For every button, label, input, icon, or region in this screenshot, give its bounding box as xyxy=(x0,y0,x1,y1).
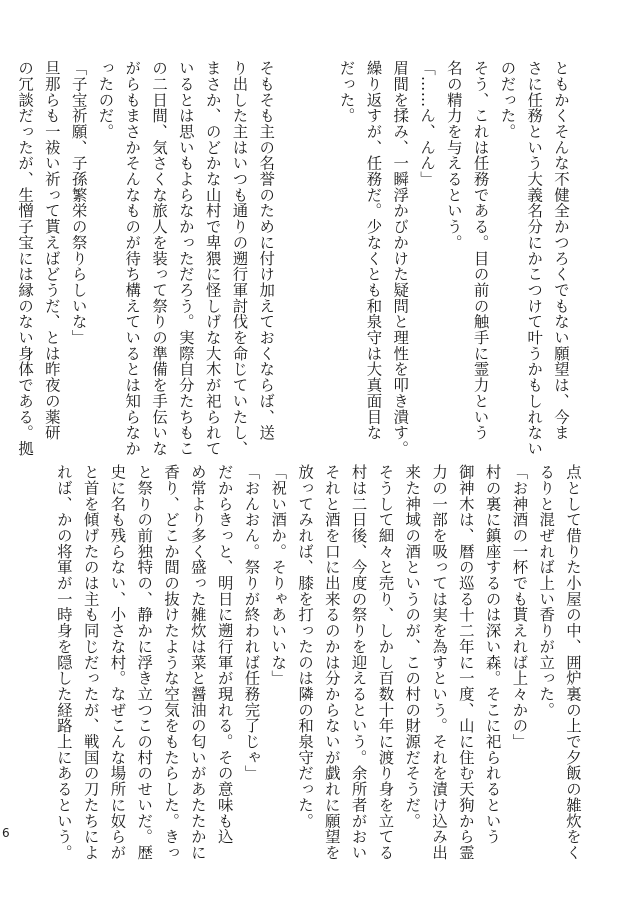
upper-text-line xyxy=(306,60,333,460)
lower-text-line: 香り、どこか間の抜けたような空気をもたらした。きっ xyxy=(162,464,181,861)
lower-text-line: め常より多く盛った雑炊は菜と醤油の匂いがあたたかに xyxy=(188,464,207,861)
lower-text-line: れば、かの将軍が一時身を隠した経路上にあるという。 xyxy=(54,464,73,861)
lower-text-line: と首を傾げたのは主も同じだったが、戦国の刀たちによ xyxy=(81,464,100,861)
lower-text-line: 村は二日後、今度の祭りを迎えるという。余所者がおい xyxy=(349,464,368,861)
lower-text-line: 村の裏に鎮座するのは深い森。そこに祀られるという xyxy=(483,464,502,845)
upper-text-line: 「子宝祈願、子孫繁栄の祭りらしいな」 xyxy=(69,60,88,346)
upper-text-line: り出した主はいつも通りの遡行軍討伐を命じていたし、 xyxy=(230,60,249,457)
upper-text-line: のだった。 xyxy=(498,60,517,140)
lower-text-line: 「おんおん。祭りが終われば任務完了じゃ」 xyxy=(242,464,261,781)
upper-text-line: さに任務という大義名分にかこつけて叶うかもしれない xyxy=(525,60,544,457)
upper-text-line: 眉間を揉み、一瞬浮かびかけた疑問と理性を叩き潰す。 xyxy=(391,60,410,457)
upper-text-line: の二日間、気さくな旅人を装って祭りの準備を手伝いな xyxy=(150,60,169,457)
lower-text-line: と祭りの前独特の、静かに浮き立つこの村のせいだ。歴 xyxy=(135,464,154,861)
upper-text-line: だった。 xyxy=(337,60,356,124)
lower-text-line: 力の一部を吸っては実を為すという。それを漬け込み出 xyxy=(430,464,449,861)
upper-text-line: そもそも主の名誉のために付け加えておくならば、送 xyxy=(257,60,276,441)
lower-text-line: だからきっと、明日に遡行軍が現れる。その意味も込 xyxy=(215,464,234,845)
lower-text-line: 放ってみれば、膝を打ったのは隣の和泉守だった。 xyxy=(296,464,315,829)
lower-text-block xyxy=(50,464,586,874)
lower-text-line: 史に名も残らない、小さな村。なぜこんな場所に奴らが xyxy=(108,464,127,861)
upper-text-line: 「……ん、んん」 xyxy=(418,60,437,187)
upper-text-block xyxy=(11,60,574,460)
upper-text-line: ともかくそんな不健全かつろくでもない願望は、今ま xyxy=(552,60,570,441)
upper-text-line: ったのだ。 xyxy=(96,60,115,140)
lower-text-line: そうして細々と売り、しかし百数十年に渡り身を立てる xyxy=(376,464,395,861)
lower-text-line: 点として借りた小屋の中、囲炉裏の上で夕飯の雑炊をく xyxy=(564,464,582,861)
upper-text-line: まさか、のどかな山村で卑猥に怪しげな大木が祀られて xyxy=(203,60,222,457)
lower-text-line: 来た神域の酒というのが、この村の財源だそうだ。 xyxy=(403,464,422,829)
lower-text-line: るりと混ぜれば上い香りが立った。 xyxy=(537,464,556,718)
upper-text-line: 繰り返すが、任務だ。少なくとも和泉守は大真面目な xyxy=(364,60,383,441)
lower-text-line: 「祝い酒か。そりゃあいいな」 xyxy=(269,464,288,686)
upper-text-line: いるとは思いもよらなかっただろう。実際自分たちもこ xyxy=(176,60,195,457)
page-number: 6 xyxy=(2,826,10,840)
lower-text-line: 御神木は、暦の巡る十二年に一度、山に住む天狗から霊 xyxy=(456,464,475,861)
lower-text-line: 「お神酒の一杯でも貰えれば上々かの」 xyxy=(510,464,529,750)
upper-text-line: がらもまさかそんなものが待ち構えているとは知らなか xyxy=(123,60,142,457)
upper-text-line: 旦那らも一祓い祈って貰えばどうだ、とは昨夜の薬研 xyxy=(42,60,61,441)
upper-text-line xyxy=(279,60,306,460)
lower-text-line: それと酒を口に出来るのかは分からないが戯れに願望を xyxy=(322,464,341,861)
upper-text-line: の冗談だったが、生憎子宝には縁のない身体である。拠 xyxy=(16,60,35,457)
upper-text-line: そう、これは任務である。目の前の触手に霊力という xyxy=(471,60,490,441)
upper-text-line: 名の精力を与えるという。 xyxy=(444,60,463,251)
